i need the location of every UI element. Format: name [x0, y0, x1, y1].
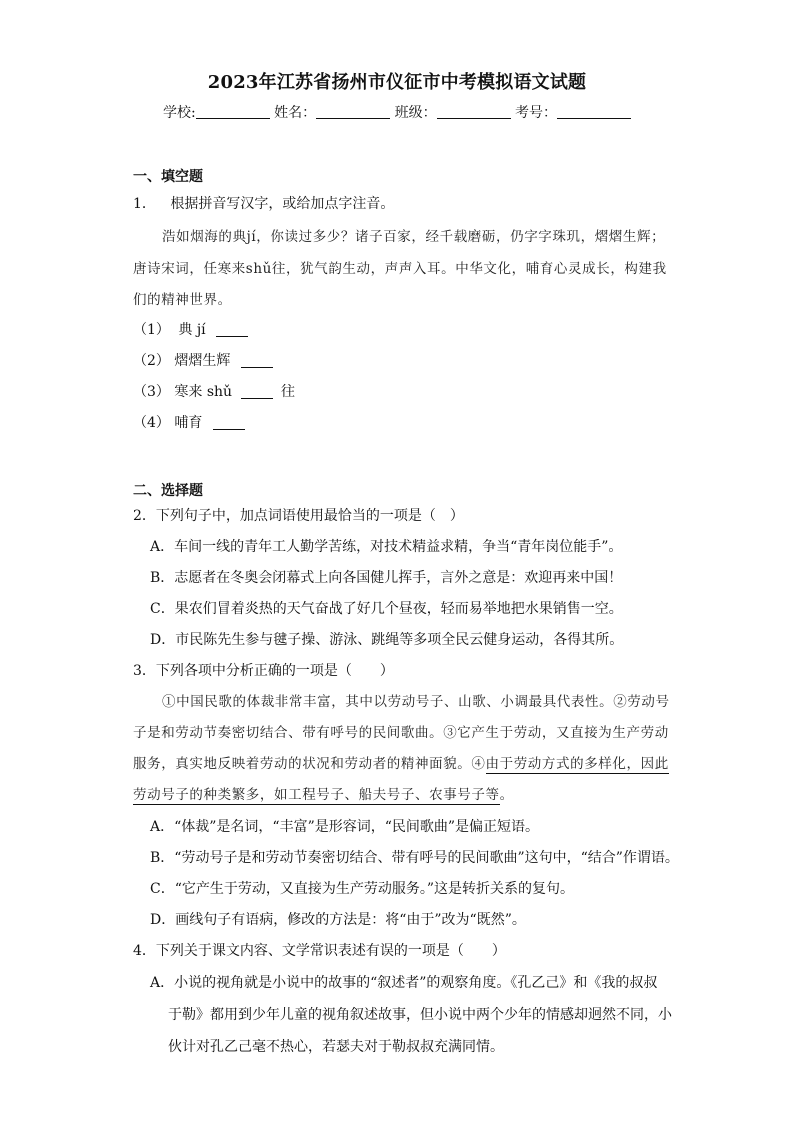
- q1-item-4-answer-blank[interactable]: [213, 415, 245, 430]
- question-3-stem: 3．下列各项中分析正确的一项是（ ）: [133, 663, 394, 679]
- q1-item-2: [133, 350, 273, 370]
- q1-item-2-text: 熠熠生辉: [174, 353, 231, 369]
- q3-passage-line-2: 子是和劳动节奏密切结合、带有呼号的民间歌曲。③它产生于劳动，又直接为生产劳动: [133, 725, 669, 741]
- school-blank[interactable]: [196, 104, 270, 119]
- name-label: 姓名：: [274, 105, 317, 121]
- q4-option-a-line-3: 伙计对孔乙己毫不热心，若瑟夫对于勒叔叔充满同情。: [168, 1039, 504, 1055]
- q1-item-1-label: （1）: [133, 322, 170, 338]
- exam-no-label: 考号：: [515, 105, 558, 121]
- q3-underlined-sentence-part-1: 由于劳动方式的多样化，因此: [485, 756, 669, 772]
- class-blank[interactable]: [437, 104, 511, 119]
- question-1-stem: [133, 193, 394, 213]
- q4-option-a-line-2: 于勒》都用到少年儿童的视角叙述故事，但小说中两个少年的情感却迥然不同，小: [168, 1007, 672, 1023]
- question-1-number: 1．: [133, 196, 156, 212]
- q1-passage-line-2: 唐诗宋词，任寒来shǔ往，犹气韵生动，声声入耳。中华文化，哺育心灵成长，构建我: [133, 261, 667, 277]
- q1-item-2-answer-blank[interactable]: [241, 353, 273, 368]
- question-2-stem: 2．下列句子中，加点词语使用最恰当的一项是（ ）: [133, 508, 464, 524]
- q1-passage-line-3: 们的精神世界。: [133, 292, 232, 308]
- q2-option-a[interactable]: A．车间一线的青年工人勤学苦练，对技术精益求精，争当“青年岗位能手”。: [150, 539, 623, 555]
- page-title: 2023年江苏省扬州市仪征市中考模拟语文试题: [207, 72, 587, 93]
- name-blank[interactable]: [316, 104, 390, 119]
- q3-underlined-sentence-part-2: 劳动号子的种类繁多，如工程号子、船夫号子、农事号子等: [133, 787, 500, 803]
- q2-option-b[interactable]: B．志愿者在冬奥会闭幕式上向各国健儿挥手，言外之意是：欢迎再来中国！: [150, 570, 623, 586]
- q3-option-c[interactable]: C．“它产生于劳动，又直接为生产劳动服务。”这是转折关系的复句。: [150, 881, 575, 897]
- q1-item-3-label: （3）: [133, 384, 170, 400]
- q1-item-3-answer-blank[interactable]: [241, 384, 273, 399]
- school-label: 学校:: [162, 105, 196, 121]
- q3-option-a[interactable]: A．“体裁”是名词，“丰富”是形容词，“民间歌曲”是偏正短语。: [150, 819, 540, 835]
- q3-passage-line-3-text: 服务，真实地反映着劳动的状况和劳动者的精神面貌。④: [133, 756, 486, 772]
- class-label: 班级：: [394, 105, 437, 121]
- question-1-text: 根据拼音写汉字，或给加点字注音。: [170, 196, 395, 212]
- q1-item-4: [133, 412, 245, 432]
- q2-option-c[interactable]: C．果农们冒着炎热的天气奋战了好几个昼夜，轻而易举地把水果销售一空。: [150, 601, 623, 617]
- q2-option-d[interactable]: D．市民陈先生参与毽子操、游泳、跳绳等多项全民云健身运动，各得其所。: [150, 632, 624, 648]
- q1-item-3-text: 寒来 shǔ: [174, 384, 233, 400]
- q1-passage-line-1: 浩如烟海的典jí，你读过多少？诸子百家，经千载磨砺，仍字字珠玑，熠熠生辉；: [162, 229, 666, 245]
- q3-passage-end-mark: 。: [499, 787, 514, 803]
- exam-no-blank[interactable]: [557, 104, 631, 119]
- q1-item-3-after: 往: [280, 384, 295, 400]
- q3-option-b[interactable]: B．“劳动号子是和劳动节奏密切结合、带有呼号的民间歌曲”这句中，“结合”作谓语。: [150, 850, 679, 866]
- section-heading-choice: 二、选择题: [133, 483, 203, 499]
- student-info-line: [0, 102, 794, 122]
- q1-item-4-text: 哺育: [174, 415, 203, 431]
- q3-passage-line-3: [133, 752, 669, 772]
- question-4-stem: 4．下列关于课文内容、文学常识表述有误的一项是（ ）: [133, 943, 506, 959]
- q1-item-2-label: （2）: [133, 353, 170, 369]
- q3-option-d[interactable]: D．画线句子有语病，修改的方法是：将“由于”改为“既然”。: [150, 912, 526, 928]
- q1-item-4-label: （4）: [133, 415, 170, 431]
- q1-item-1: [133, 319, 248, 339]
- q1-item-1-answer-blank[interactable]: [216, 322, 248, 337]
- q4-option-a-line-1[interactable]: A．小说的视角就是小说中的故事的“叙述者”的观察角度。《孔乙己》和《我的叔叔: [150, 975, 658, 991]
- q1-item-3: [133, 381, 295, 401]
- q3-passage-line-1: ①中国民歌的体裁非常丰富，其中以劳动号子、山歌、小调最具代表性。②劳动号: [162, 694, 670, 710]
- q3-passage-line-4: [133, 783, 514, 803]
- q1-item-1-text: 典 jí: [178, 322, 206, 338]
- section-heading-fill-blank: 一、填空题: [133, 169, 203, 185]
